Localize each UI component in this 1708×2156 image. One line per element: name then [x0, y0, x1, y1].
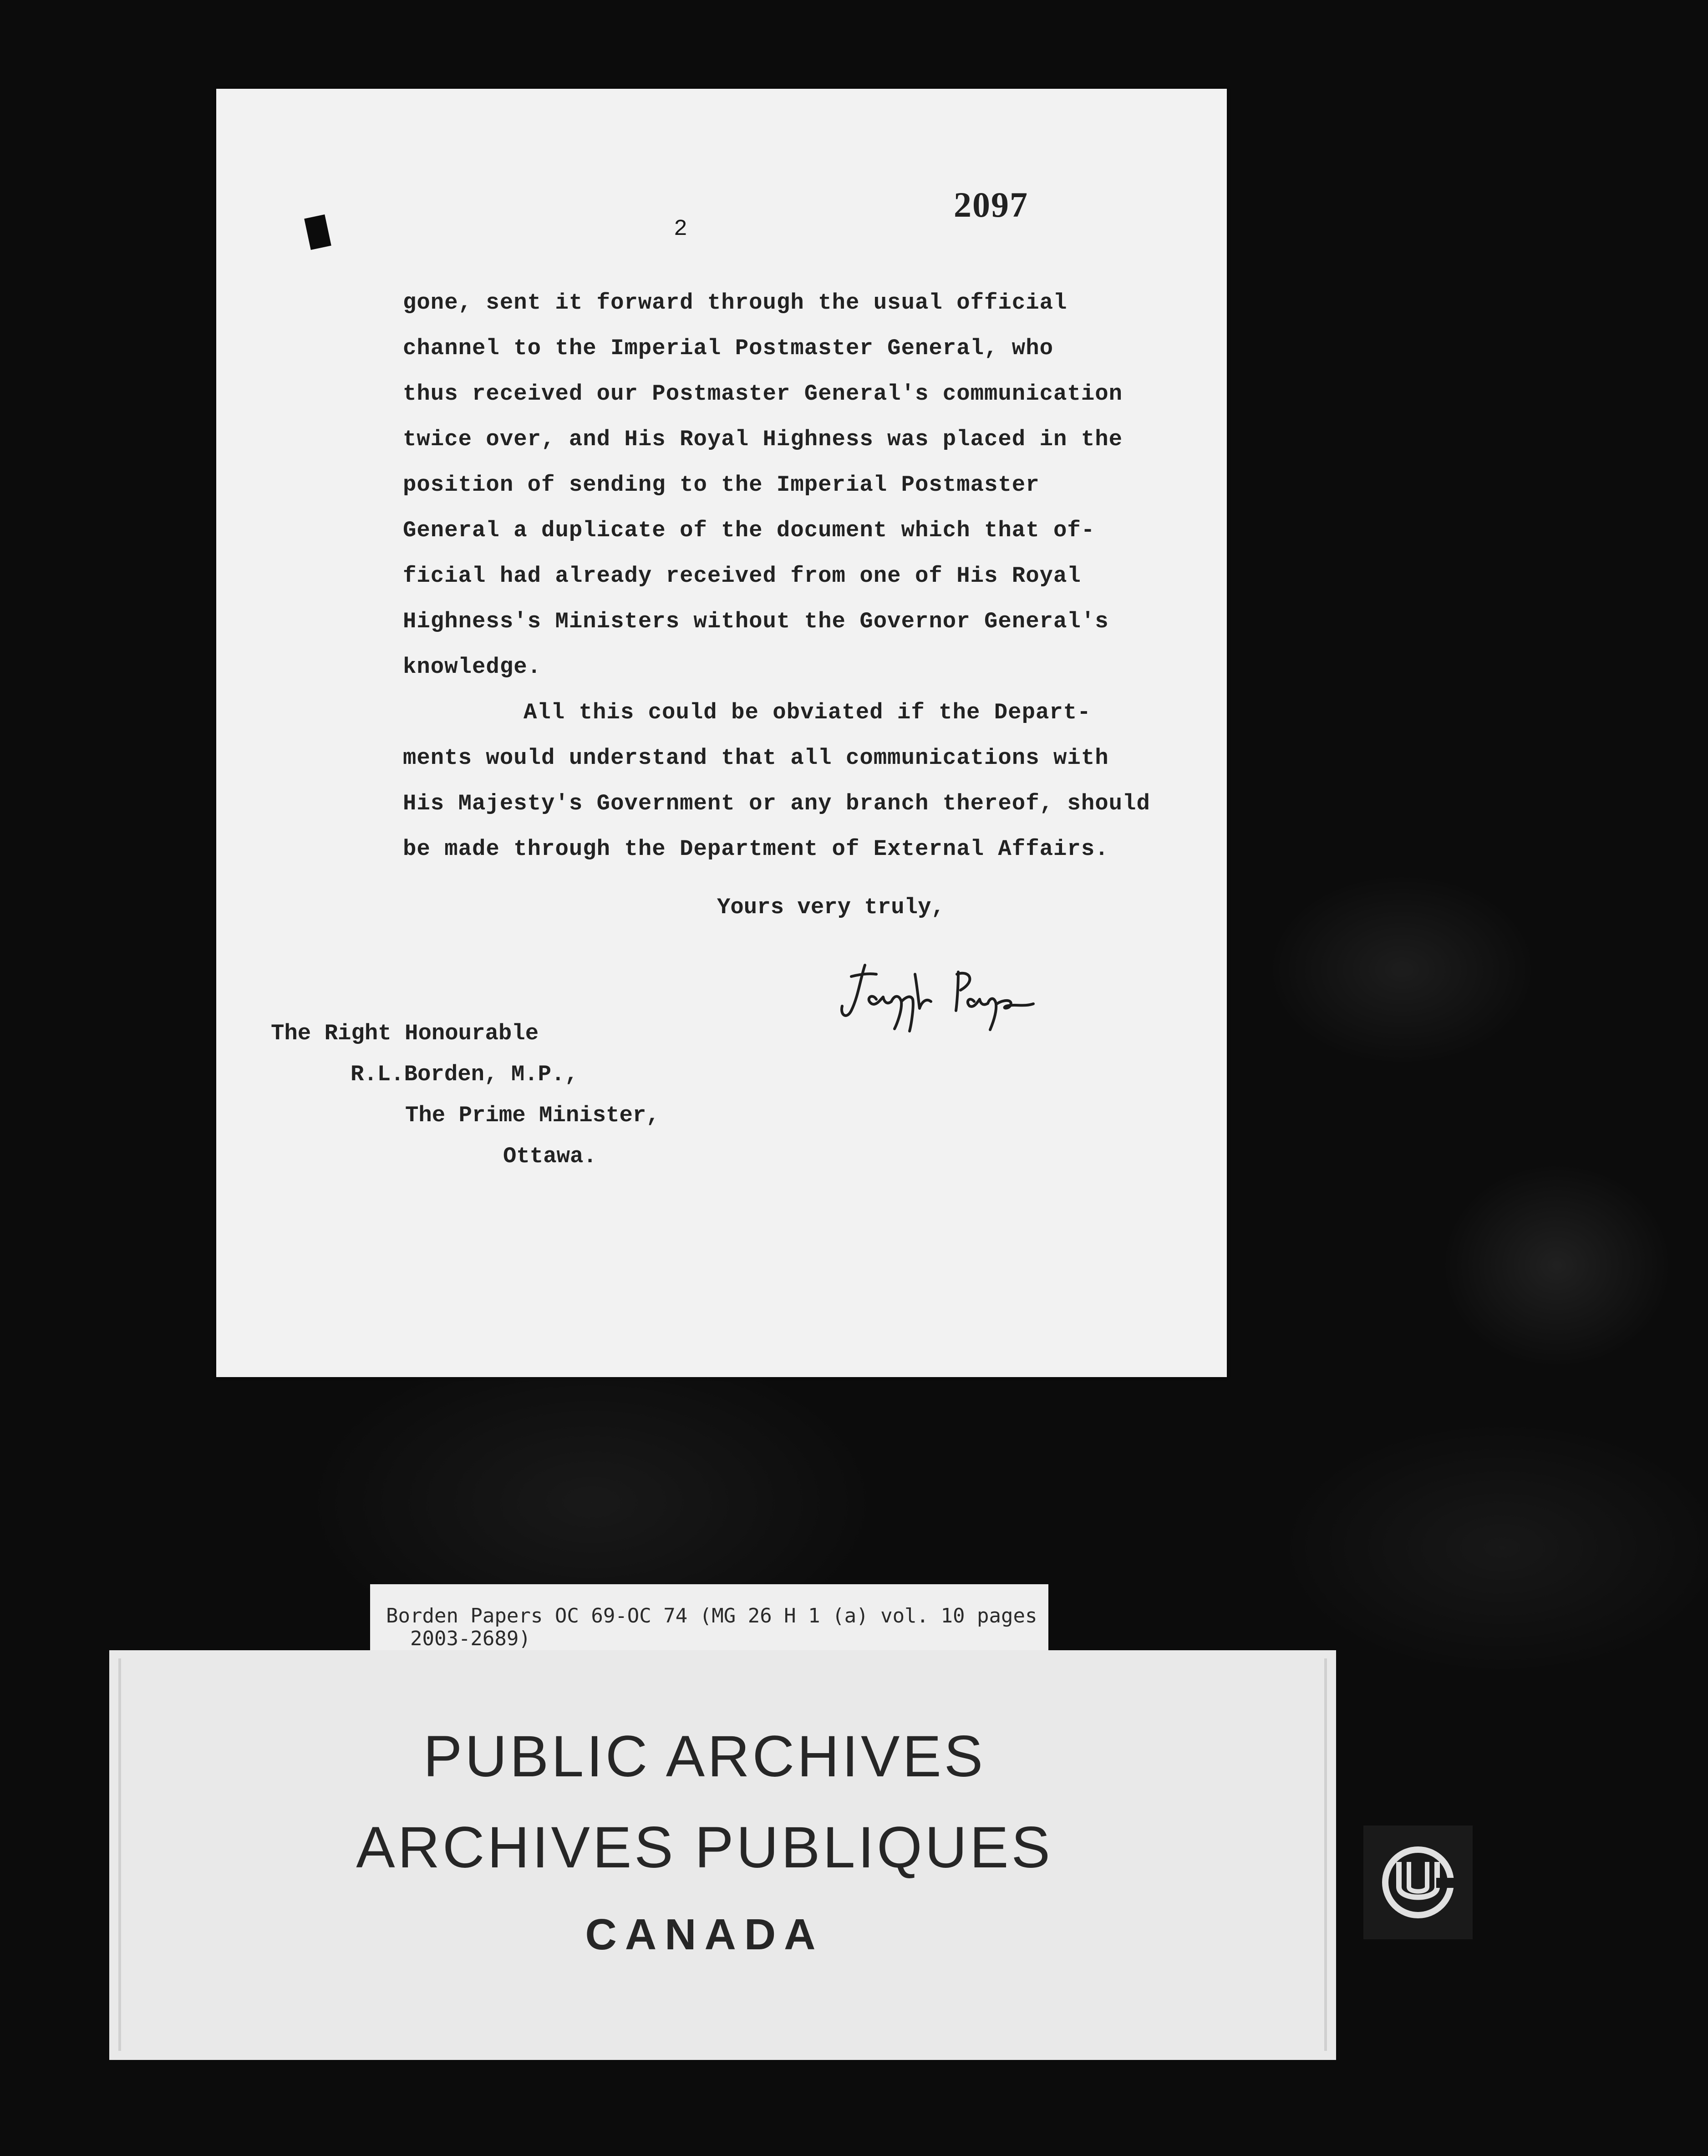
body-line: Highness's Ministers without the Governor General's — [403, 609, 1109, 634]
body-line: All this could be obviated if the Depart- — [524, 700, 1091, 725]
document-number: 2097 — [954, 185, 1028, 224]
addressee-line: R.L.Borden, M.P., — [351, 1062, 578, 1087]
banner-title-french: ARCHIVES PUBLIQUES — [356, 1815, 1053, 1880]
addressee-block — [271, 1013, 660, 1177]
catalog-label-text — [386, 1605, 1037, 1650]
hole-punch-mark — [304, 214, 331, 250]
body-line: General a duplicate of the document which that of- — [403, 518, 1095, 543]
closing: Yours very truly, — [717, 895, 945, 920]
body-line: His Majesty's Government or any branch thereof, should — [403, 791, 1150, 816]
banner-title-english: PUBLIC ARCHIVES — [423, 1724, 986, 1789]
body-line: knowledge. — [403, 654, 542, 680]
banner-country: CANADA — [585, 1910, 824, 1959]
letter-body — [403, 280, 1186, 872]
addressee-line: The Prime Minister, — [405, 1103, 660, 1128]
letter-page — [216, 89, 1227, 1377]
body-line: position of sending to the Imperial Postmaster — [403, 472, 1040, 498]
body-line: gone, sent it forward through the usual official — [403, 290, 1068, 315]
catalog-line-2: 2003-2689) — [410, 1627, 531, 1650]
handwritten-signature — [833, 956, 1042, 1033]
body-line: ficial had already received from one of His Royal — [403, 563, 1081, 589]
page-number: 2 — [674, 216, 688, 242]
archives-banner — [109, 1650, 1336, 2060]
body-line: ments would understand that all communications with — [403, 745, 1109, 771]
body-line: twice over, and His Royal Highness was placed in the — [403, 427, 1123, 452]
archives-emblem-icon — [1363, 1825, 1473, 1939]
body-line: thus received our Postmaster General's communication — [403, 381, 1123, 407]
body-line: be made through the Department of External Affairs. — [403, 836, 1109, 862]
addressee-line: The Right Honourable — [271, 1021, 539, 1046]
catalog-line-1: Borden Papers OC 69-OC 74 (MG 26 H 1 (a) vol. 10 pages — [386, 1604, 1037, 1627]
addressee-line: Ottawa. — [503, 1144, 597, 1169]
body-line: channel to the Imperial Postmaster General, who — [403, 336, 1054, 361]
